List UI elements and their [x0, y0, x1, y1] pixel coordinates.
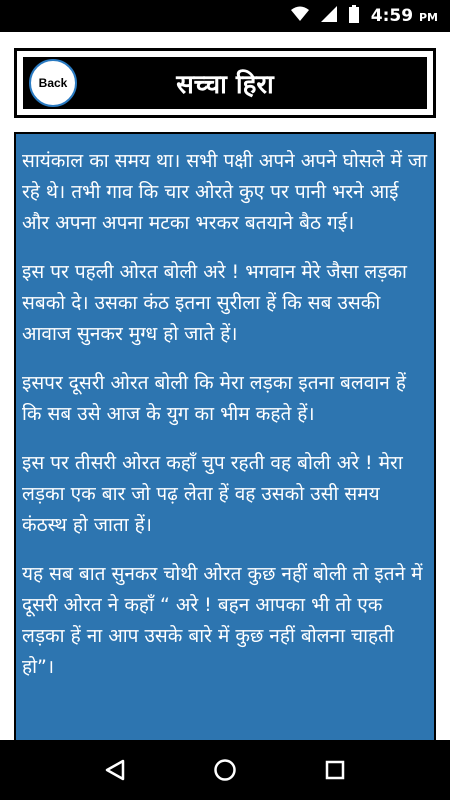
back-triangle-icon[interactable]	[90, 745, 140, 795]
title-bar	[23, 57, 427, 109]
status-bar	[0, 0, 450, 32]
story-paragraph: इस पर तीसरी ओरत कहाँ चुप रहती वह बोली अरे ! मेरा लड़का एक बार जो पढ़ लेता हें वह उसको उसी समय कंठस्थ हो जाता हें।	[22, 452, 403, 536]
battery-icon	[349, 5, 359, 27]
home-circle-icon[interactable]	[200, 745, 250, 795]
story-paragraph: यह सब बात सुनकर चोथी ओरत कुछ नहीं बोली तो इतने में दूसरी ओरत ने कहाँ “ अरे ! बहन आपका भी तो एक लड़का हें ना आप उसके बारे में कुछ नहीं बोलना चाहती हो”।	[22, 563, 423, 678]
back-button[interactable]: Back	[29, 59, 77, 107]
story-paragraph: सायंकाल का समय था। सभी पक्षी अपने अपने घोसले में जा रहे थे। तभी गाव कि चार ओरते कुए पर पानी भरने आई और अपना अपना मटका भरकर बतयाने बैठ गई।	[22, 150, 427, 234]
story-content[interactable]	[14, 132, 436, 742]
page-title: सच्चा हिरा	[176, 70, 274, 100]
status-time: 4:59 PM	[370, 6, 438, 26]
recents-square-icon[interactable]	[310, 745, 360, 795]
title-frame	[14, 48, 436, 118]
signal-icon	[321, 6, 337, 26]
app-content	[0, 32, 450, 740]
story-paragraph: इस पर पहली ओरत बोली अरे ! भगवान मेरे जैसा लड़का सबको दे। उसका कंठ इतना सुरीला हें कि सब उसकी आवाज सुनकर मुग्ध हो जाते हें।	[22, 261, 407, 345]
navigation-bar	[0, 740, 450, 800]
wifi-icon	[291, 6, 309, 26]
story-paragraph: इसपर दूसरी ओरत बोली कि मेरा लड़का इतना बलवान हें कि सब उसे आज के युग का भीम कहते हें।	[22, 372, 406, 425]
